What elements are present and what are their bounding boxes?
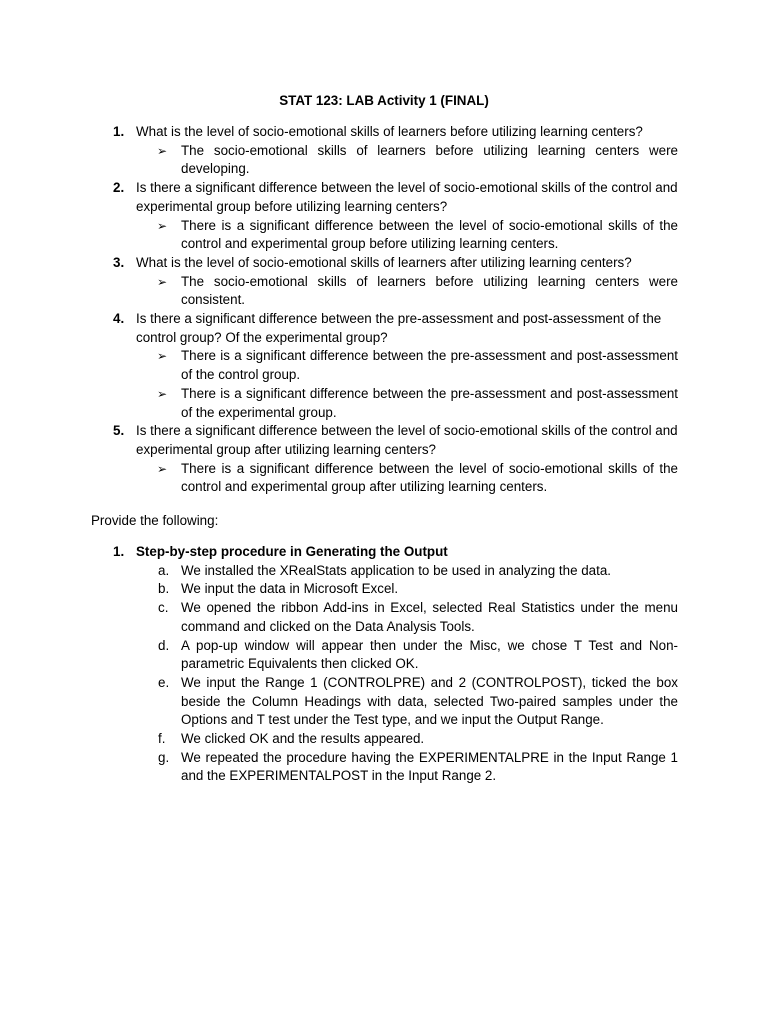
arrow-bullet-icon: ➢ <box>157 143 168 158</box>
procedure-step <box>91 749 678 786</box>
step-letter: b. <box>158 581 170 597</box>
step-letter: d. <box>158 637 170 653</box>
step-letter: c. <box>158 600 169 616</box>
section-heading <box>91 543 678 562</box>
answer-text: There is a significant difference between the pre-assessment and post-assessment of the experimental group. <box>181 385 678 420</box>
step-text: We clicked OK and the results appeared. <box>181 731 425 747</box>
answer-item <box>91 217 678 254</box>
answer-text: There is a significant difference between the level of socio-emotional skills of the control and experimental group before utilizing learning centers. <box>181 217 678 252</box>
question-text: Is there a significant difference between the level of socio-emotional skills of the control and experimental group after utilizing learning centers? <box>136 423 678 457</box>
question-number: 5. <box>113 423 125 439</box>
procedure-step <box>91 674 678 730</box>
question-number: 3. <box>113 254 125 270</box>
question-text: What is the level of socio-emotional skills of learners before utilizing learning centers? <box>136 124 643 139</box>
procedure-step <box>91 599 678 636</box>
question-item <box>91 179 678 216</box>
answer-item <box>91 142 678 179</box>
step-text: A pop-up window will appear then under the Misc, we chose T Test and Non-parametric Equivalents then clicked OK. <box>181 637 678 672</box>
question-list <box>91 123 678 497</box>
answer-text: There is a significant difference between the pre-assessment and post-assessment of the control group. <box>181 348 678 383</box>
page-title: STAT 123: LAB Activity 1 (FINAL) <box>279 93 489 108</box>
section-number: 1. <box>113 544 125 559</box>
question-text: What is the level of socio-emotional skills of learners after utilizing learning centers? <box>136 254 632 270</box>
step-text: We installed the XRealStats application to be used in analyzing the data. <box>181 562 612 578</box>
procedure-step <box>91 562 678 581</box>
step-letter: f. <box>158 731 166 747</box>
procedure-section <box>91 543 678 786</box>
procedure-step <box>91 730 678 749</box>
procedure-step <box>91 637 678 674</box>
step-text: We input the data in Microsoft Excel. <box>181 581 399 597</box>
arrow-bullet-icon: ➢ <box>157 461 168 476</box>
answer-item <box>91 273 678 310</box>
question-item <box>91 422 678 459</box>
answer-item <box>91 385 678 422</box>
arrow-bullet-icon: ➢ <box>157 386 168 401</box>
step-letter: g. <box>158 749 170 765</box>
arrow-bullet-icon: ➢ <box>157 218 168 233</box>
intro-text: Provide the following: <box>91 513 219 528</box>
answer-text: The socio-emotional skills of learners before utilizing learning centers were consistent. <box>181 273 678 308</box>
step-text: We opened the ribbon Add-ins in Excel, selected Real Statistics under the menu command and clicked on the Data Analysis Tools. <box>181 600 678 634</box>
question-number: 1. <box>113 124 125 139</box>
step-letter: a. <box>158 562 170 578</box>
answer-text: There is a significant difference between the level of socio-emotional skills of the control and experimental group after utilizing learning centers. <box>181 460 678 495</box>
question-number: 4. <box>113 311 125 327</box>
question-text: Is there a significant difference between the level of socio-emotional skills of the control and experimental group before utilizing learning centers? <box>136 180 678 214</box>
answer-text: The socio-emotional skills of learners before utilizing learning centers were developing. <box>181 142 678 177</box>
answer-item <box>91 347 678 384</box>
question-text: Is there a significant difference between the pre-assessment and post-assessment of the control group? Of the experimental group? <box>136 311 662 345</box>
arrow-bullet-icon: ➢ <box>157 349 168 364</box>
answer-item <box>91 460 678 497</box>
question-number: 2. <box>113 180 125 196</box>
step-letter: e. <box>158 674 170 690</box>
procedure-step <box>91 580 678 599</box>
step-text: We repeated the procedure having the EXPERIMENTALPRE in the Input Range 1 and the EXPERIMENTALPOST in the Input Range 2. <box>181 749 678 784</box>
question-item <box>91 310 678 347</box>
arrow-bullet-icon: ➢ <box>157 274 168 289</box>
question-item <box>91 123 678 142</box>
question-item <box>91 254 678 273</box>
section-heading-text: Step-by-step procedure in Generating the Output <box>136 544 448 559</box>
step-text: We input the Range 1 (CONTROLPRE) and 2 (CONTROLPOST), ticked the box beside the Column Headings with data, selected Two-paired samples under the Options and T test under the Test type, and we input the Output Range. <box>181 674 678 728</box>
